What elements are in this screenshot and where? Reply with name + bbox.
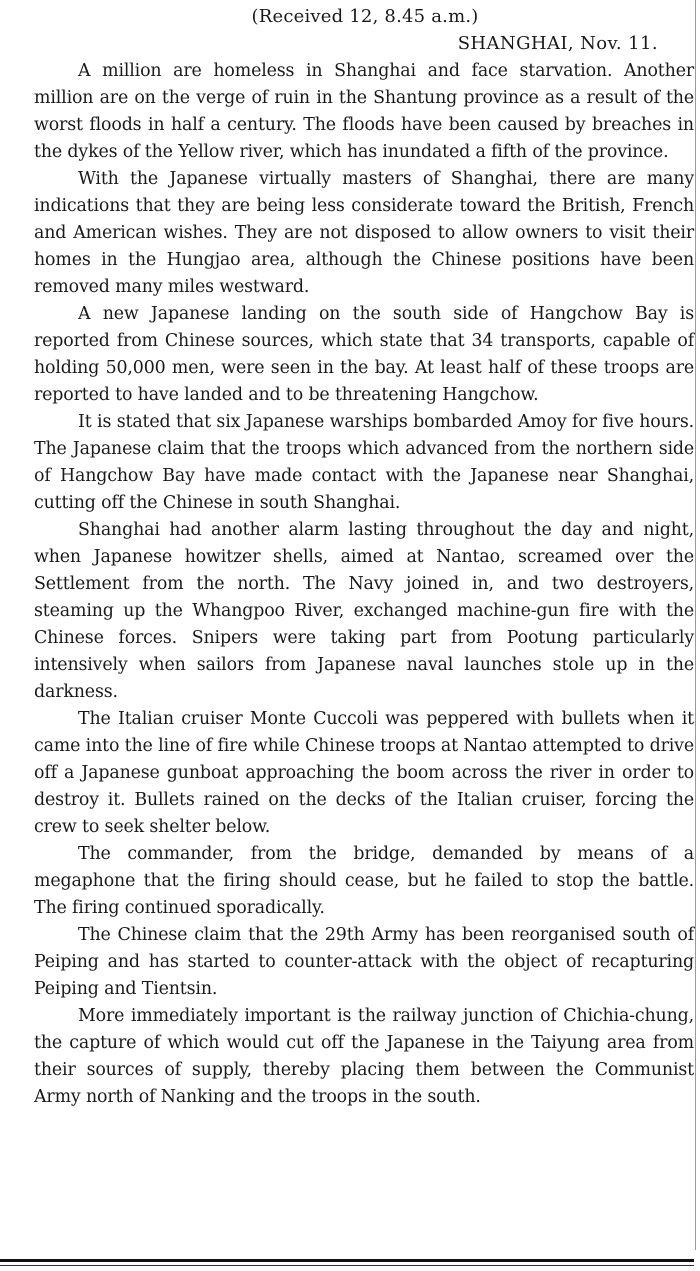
column-edge-line — [695, 0, 696, 1250]
paragraph-railway-junction: More immediately important is the railway junction of Chichia-chung, the capture of which would cut off the Japanese in the Taiyung area from their sources of supply, thereby placing them between the Communist Army north of Nanking and the troops in the south. — [34, 1006, 694, 1107]
paragraph-japanese-masters: With the Japanese virtually masters of Shanghai, there are many indications that they are being less considerate toward the British, French and American wishes. They are not disposed to allow owners to visit their homes in the Hungjao area, although the Chinese positions have been removed many miles westward. — [34, 169, 694, 297]
received-line: (Received 12, 8.45 a.m.) — [251, 6, 479, 27]
bottom-rule-thin — [0, 1265, 694, 1266]
paragraph-hangchow-landing: A new Japanese landing on the south side of Hangchow Bay is reported from Chinese sources, which state that 34 transports, capable of holding 50,000 men, were seen in the bay. At least half of these troops are reported to have landed and to be threatening Hangchow. — [34, 304, 694, 405]
paragraph-amoy-bombardment: It is stated that six Japanese warships bombarded Amoy for five hours. The Japanese claim that the troops which advanced from the northern side of Hangchow Bay have made contact with the Japanese near Shanghai, cutting off the Chinese in south Shanghai. — [34, 412, 694, 513]
paragraph-floods: A million are homeless in Shanghai and face starvation. Another million are on the verge of ruin in the Shantung province as a result of the worst floods in half a century. The floods have been caused by breaches in the dykes of the Yellow river, which has inundated a fifth of the province. — [34, 61, 694, 162]
bottom-rule-thick — [0, 1259, 694, 1262]
paragraph-29th-army: The Chinese claim that the 29th Army has been reorganised south of Peiping and has started to counter-attack with the object of recapturing Peiping and Tientsin. — [34, 925, 694, 999]
paragraph-shanghai-alarm: Shanghai had another alarm lasting throughout the day and night, when Japanese howitzer shells, aimed at Nantao, screamed over the Settlement from the north. The Navy joined in, and two destroyers, steaming up the Whangpoo River, exchanged machine-gun fire with the Chinese forces. Snipers were taking part from Pootung particularly intensively when sailors from Japanese naval launches stole up in the darkness. — [34, 520, 694, 702]
dateline: SHANGHAI, Nov. 11. — [457, 33, 658, 54]
paragraph-italian-cruiser: The Italian cruiser Monte Cuccoli was peppered with bullets when it came into the line of fire while Chinese troops at Nantao attempted to drive off a Japanese gunboat approaching the boom across the river in order to destroy it. Bullets rained on the decks of the Italian cruiser, forcing the crew to seek shelter below. — [34, 709, 694, 837]
paragraph-commander: The commander, from the bridge, demanded by means of a megaphone that the firing should cease, but he failed to stop the battle. The firing continued sporadically. — [34, 844, 694, 918]
article-body — [34, 58, 694, 1111]
